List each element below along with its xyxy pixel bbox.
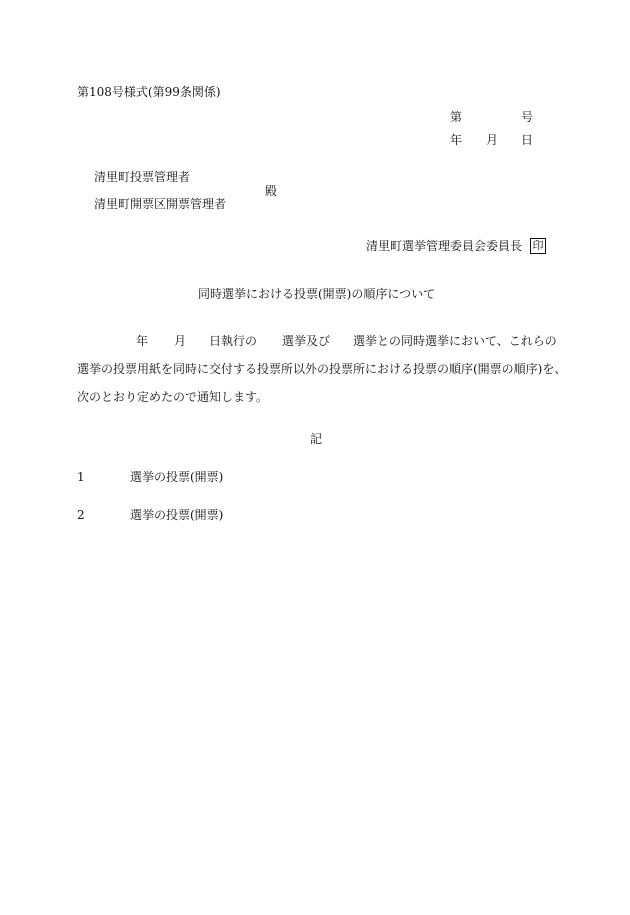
item-text: 選挙の投票(開票): [130, 508, 224, 522]
item-number: 2: [77, 508, 85, 522]
body-month: 月: [174, 334, 187, 348]
seal-box: 印: [530, 238, 546, 254]
date-year: 年: [450, 133, 463, 147]
addressee-counting-manager: 清里町開票区開票管理者: [94, 197, 227, 211]
addressee-voting-manager: 清里町投票管理者: [94, 170, 191, 184]
body-year: 年: [136, 334, 149, 348]
item-number: 1: [77, 470, 85, 484]
date-day: 日: [521, 133, 534, 147]
body-day-exec: 日執行の: [209, 334, 258, 348]
doc-number-prefix: 第: [450, 110, 463, 124]
item-text: 選挙の投票(開票): [130, 470, 224, 484]
ki-label: 記: [310, 432, 323, 446]
body-line3: 次のとおり定めたので通知します。: [77, 390, 269, 404]
body-line1-rest: 選挙との同時選挙において、これらの: [353, 334, 557, 348]
body-line2: 選挙の投票用紙を同時に交付する投票所以外の投票所における投票の順序(開票の順序)を、: [77, 362, 567, 376]
body-election-and: 選挙及び: [282, 334, 331, 348]
honorific: 殿: [265, 184, 278, 198]
doc-number-suffix: 号: [521, 110, 534, 124]
document-title: 同時選挙における投票(開票)の順序について: [198, 287, 436, 301]
date-month: 月: [486, 133, 499, 147]
form-number: 第108号様式(第99条関係): [77, 85, 221, 99]
sender: 清里町選挙管理委員会委員長: [366, 239, 523, 253]
